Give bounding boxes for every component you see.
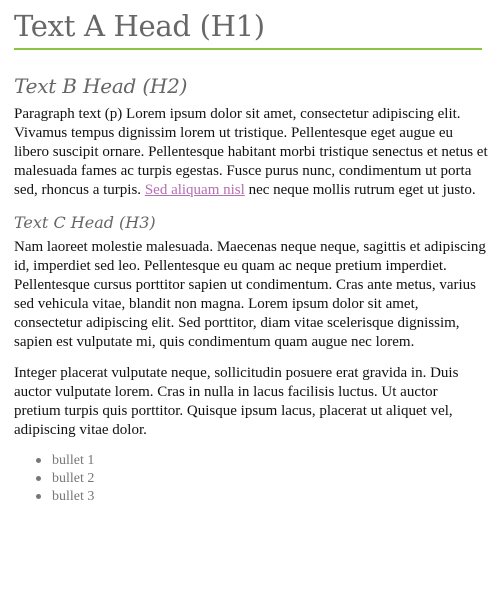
- paragraph-1: [14, 105, 488, 200]
- bullet-text: bullet 2: [52, 471, 95, 486]
- heading-h1: Text A Head (H1): [14, 9, 265, 43]
- paragraph-2: Nam laoreet molestie malesuada. Maecenas neque neque, sagittis et adipiscing id, imperdiet sed leo. Pellentesque eu quam ac neque pretium imperdiet. Pellentesque cursus porttitor sapien ut condimentum. Cras ante metus, varius sed vehicula vitae, blandit non magna. Lorem ipsum dolor sit amet, consectetur adipiscing elit. Sed porttitor, diam vitae scelerisque dignissim, sapien est vulputate mi, quis condimentum quam augue nec lorem.: [14, 239, 486, 350]
- bullet-dot-icon: [36, 458, 41, 463]
- heading-h2: Text B Head (H2): [14, 74, 188, 98]
- list-item: [36, 452, 488, 470]
- bullet-dot-icon: [36, 494, 41, 499]
- list-item: [36, 488, 488, 506]
- list-item: [36, 470, 488, 488]
- paragraph-1-text-before-link: Paragraph text (p) Lorem ipsum dolor sit amet, consectetur adipiscing elit. Vivamus tempus dignissim lorem ut tristique. Pellentesque eget augue eu libero suscipit ornare. Pellentesque habitant morbi tristique senectus et netus et malesuada fames ac turpis egestas. Fusce purus nunc, condimentum ut porta sed, rhoncus a turpis.: [14, 106, 488, 198]
- paragraph-3: Integer placerat vulputate neque, sollicitudin posuere erat gravida in. Duis auctor vulputate lorem. Cras in nulla in lacus facilisis luctus. Ut auctor pretium turpis quis porttitor. Quisque ipsum lacus, placerat ut aliquet vel, adipiscing vitae dolor.: [14, 365, 459, 438]
- bullet-dot-icon: [36, 476, 41, 481]
- h1-underline-rule: [14, 48, 482, 50]
- paragraph-1-text-after-link: nec neque mollis rutrum eget ut justo.: [244, 182, 476, 198]
- bullet-text: bullet 1: [52, 453, 95, 468]
- paragraph-link[interactable]: Sed aliquam nisl: [144, 182, 245, 198]
- bullet-list: [14, 452, 488, 506]
- bullet-text: bullet 3: [52, 489, 95, 504]
- heading-h3: Text C Head (H3): [14, 213, 156, 232]
